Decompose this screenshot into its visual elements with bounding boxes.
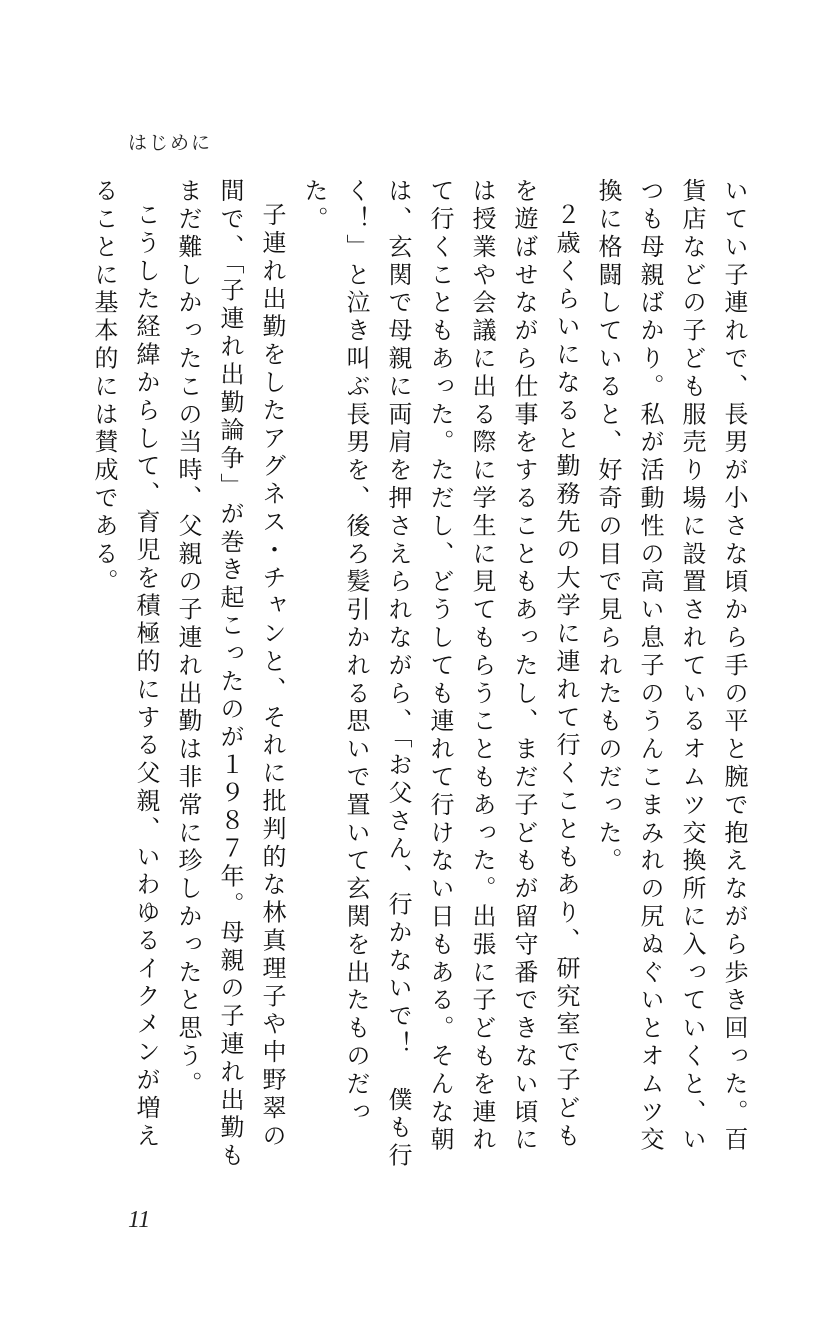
paragraph-2: ２歳くらいになると勤務先の大学に連れて行くこともあり、研究室で子どもを遊ばせながら仕事をすることもあったし、まだ子どもが留守番できない頃には授業や会議に出る際に学生に見てもらうこともあった。出張に子どもを連れて行くこともあった。ただし、どうしても連れて行けない日もある。そんな朝は、玄関で母親に両肩を押さえられながら、「お父さん、行かないで！ 僕も行く！」と泣き叫ぶ長男を、後ろ髪引かれる思いで置いて玄関を出たものだった。 — [300, 178, 580, 1171]
running-head: はじめに — [128, 132, 213, 154]
body-text — [83, 178, 755, 1178]
page-number: 11 — [128, 1207, 151, 1233]
paragraph-3: 子連れ出勤をしたアグネス・チャンと、それに批判的な林真理子や中野翠の間で、「子連れ出勤論争」が巻き起こったのが１９８７年。母親の子連れ出勤もまだ難しかったこの当時、父親の子連れ出勤は非常に珍しかったと思う。 — [174, 178, 286, 1171]
paragraph-4: こうした経緯からして、育児を積極的にする父親、いわゆるイクメンが増えることに基本的には賛成である。 — [90, 178, 160, 1151]
paragraph-1: いてい子連れで、長男が小さな頃から手の平と腕で抱えながら歩き回った。百貨店などの子ども服売り場に設置されているオムツ交換所に入っていくと、いつも母親ばかり。私が活動性の高い息子のうんこまみれの尻ぬぐいとオムツ交換に格闘していると、好奇の目で見られたものだった。 — [594, 178, 748, 1155]
